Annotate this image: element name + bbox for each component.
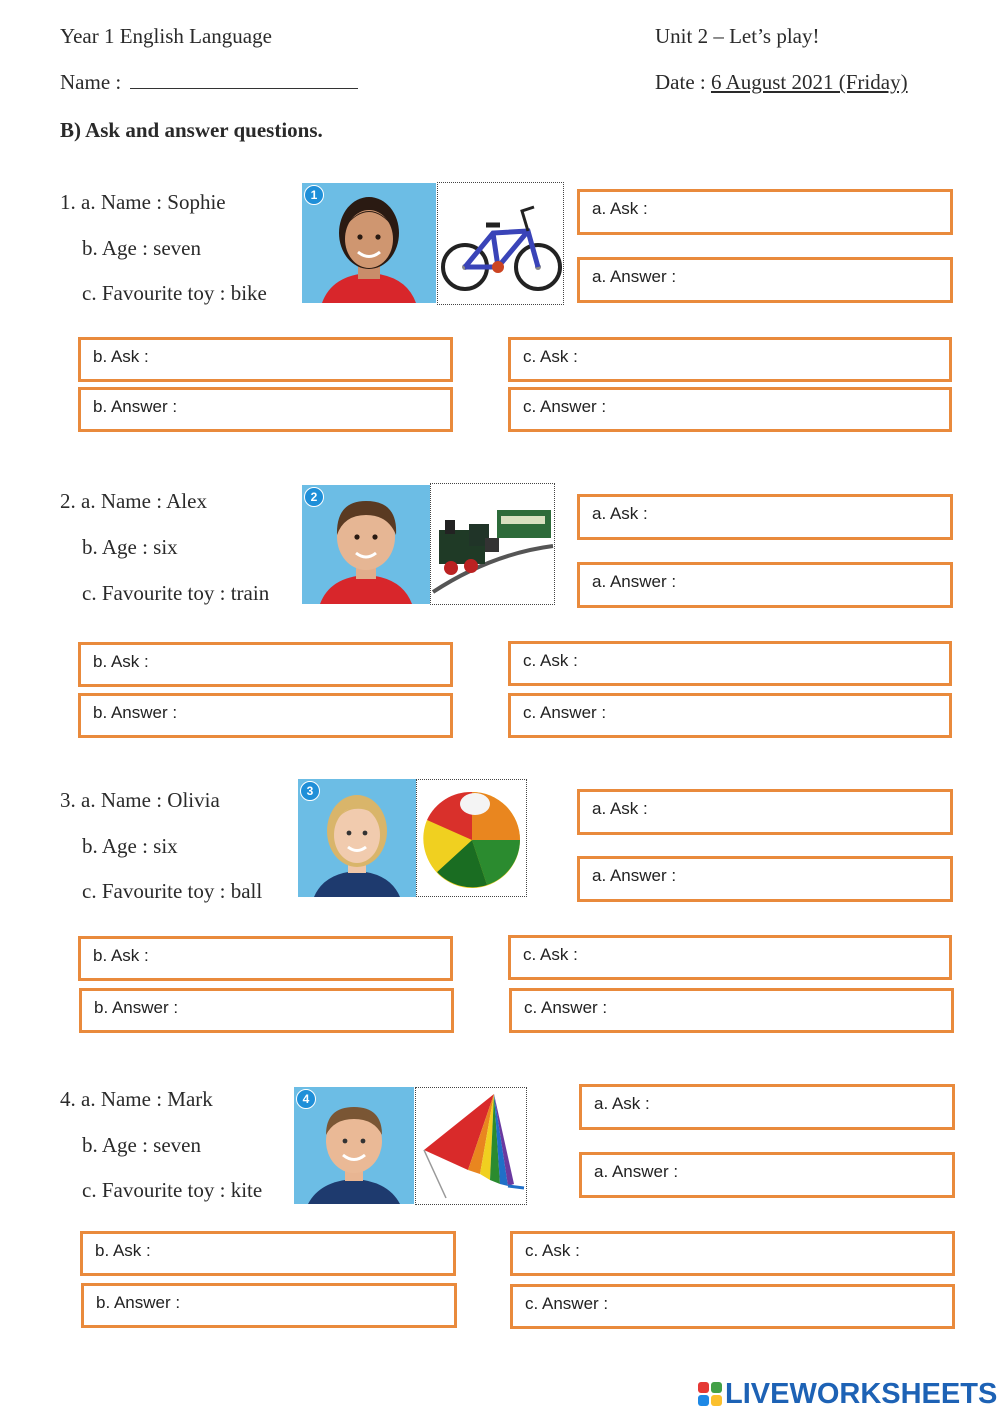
item-4-age: b. Age : seven: [82, 1133, 201, 1157]
item-2-c-ask-label: c. Ask :: [523, 650, 578, 670]
date-value: 6 August 2021 (Friday): [710, 70, 908, 94]
train-image: [430, 483, 555, 605]
item-2-a-ask-box[interactable]: [577, 494, 953, 540]
section-title: B) Ask and answer questions.: [60, 118, 323, 142]
item-3-b-answer-box[interactable]: [79, 988, 454, 1033]
item-1-a-answer-box[interactable]: [577, 257, 953, 303]
bike-image: [437, 182, 564, 305]
item-1-b-answer-label: b. Answer :: [93, 396, 178, 416]
item-4-a-answer-box[interactable]: [579, 1152, 955, 1198]
item-1-name: 1. a. Name : Sophie: [60, 190, 226, 214]
item-3-a-answer-label: a. Answer :: [592, 866, 677, 885]
item-3-c-ask-box[interactable]: [508, 935, 952, 980]
item-1-b-ask-box[interactable]: [78, 337, 453, 382]
item-3-b-ask-label: b. Ask :: [93, 945, 149, 965]
item-4-b-answer-label: b. Answer :: [96, 1292, 181, 1312]
liveworksheets-logo-icon: [698, 1382, 722, 1406]
item-3-a-ask-box[interactable]: [577, 789, 953, 835]
item-4-toy: c. Favourite toy : kite: [82, 1178, 263, 1202]
item-1-child-photo: [302, 183, 436, 303]
item-2-c-answer-label: c. Answer :: [523, 702, 607, 722]
name-blank[interactable]: [130, 70, 358, 89]
item-3-child-photo: [298, 779, 416, 897]
item-2-name: 2. a. Name : Alex: [60, 489, 207, 513]
item-3-b-ask-box[interactable]: [78, 936, 453, 981]
item-4-child-photo: [294, 1087, 414, 1204]
item-1-a-ask-box[interactable]: [577, 189, 953, 235]
ball-image: [416, 779, 527, 897]
item-2-b-answer-box[interactable]: [78, 693, 453, 738]
item-2-b-answer-label: b. Answer :: [93, 702, 178, 722]
item-3-age: b. Age : six: [82, 834, 178, 858]
item-2-a-ask-label: a. Ask :: [592, 504, 648, 523]
item-1-c-answer-label: c. Answer :: [523, 396, 607, 416]
item-3-badge: 3: [300, 781, 320, 801]
item-4-c-answer-box[interactable]: [510, 1284, 955, 1329]
item-3-c-answer-box[interactable]: [509, 988, 954, 1033]
item-4-c-ask-box[interactable]: [510, 1231, 955, 1276]
item-1-badge: 1: [304, 185, 324, 205]
item-4-name: 4. a. Name : Mark: [60, 1087, 213, 1111]
item-1-c-ask-label: c. Ask :: [523, 346, 578, 366]
item-4-a-answer-label: a. Answer :: [594, 1162, 679, 1181]
item-2-c-ask-box[interactable]: [508, 641, 952, 686]
item-4-c-answer-label: c. Answer :: [525, 1293, 609, 1313]
item-2-a-answer-box[interactable]: [577, 562, 953, 608]
item-2-c-answer-box[interactable]: [508, 693, 952, 738]
item-1-b-answer-box[interactable]: [78, 387, 453, 432]
item-3-toy: c. Favourite toy : ball: [82, 879, 263, 903]
item-2-age: b. Age : six: [82, 535, 178, 559]
item-3-a-answer-box[interactable]: [577, 856, 953, 902]
item-3-c-answer-label: c. Answer :: [524, 997, 608, 1017]
item-3-a-ask-label: a. Ask :: [592, 799, 648, 818]
item-3-b-answer-label: b. Answer :: [94, 997, 179, 1017]
item-4-b-ask-label: b. Ask :: [95, 1240, 151, 1260]
liveworksheets-logo: [698, 1378, 997, 1410]
item-1-a-answer-label: a. Answer :: [592, 267, 677, 286]
item-3-c-ask-label: c. Ask :: [523, 944, 578, 964]
item-3-name: 3. a. Name : Olivia: [60, 788, 220, 812]
course-title: Year 1 English Language: [60, 24, 272, 48]
item-4-b-answer-box[interactable]: [81, 1283, 457, 1328]
date-label: Date :: [655, 70, 706, 94]
item-4-a-ask-label: a. Ask :: [594, 1094, 650, 1113]
item-1-age: b. Age : seven: [82, 236, 201, 260]
item-2-toy: c. Favourite toy : train: [82, 581, 270, 605]
item-2-a-answer-label: a. Answer :: [592, 572, 677, 591]
date-line: [655, 70, 908, 95]
unit-title: Unit 2 – Let’s play!: [655, 24, 820, 48]
kite-image: [415, 1087, 527, 1205]
item-2-child-photo: [302, 485, 430, 604]
item-1-a-ask-label: a. Ask :: [592, 199, 648, 218]
item-4-badge: 4: [296, 1089, 316, 1109]
item-1-toy: c. Favourite toy : bike: [82, 281, 267, 305]
item-2-badge: 2: [304, 487, 324, 507]
item-1-b-ask-label: b. Ask :: [93, 346, 149, 366]
item-2-b-ask-label: b. Ask :: [93, 651, 149, 671]
item-4-b-ask-box[interactable]: [80, 1231, 456, 1276]
name-line: [60, 70, 358, 95]
item-1-c-ask-box[interactable]: [508, 337, 952, 382]
liveworksheets-logo-text: LIVEWORKSHEETS: [725, 1377, 998, 1410]
item-4-a-ask-box[interactable]: [579, 1084, 955, 1130]
item-1-c-answer-box[interactable]: [508, 387, 952, 432]
name-label: Name :: [60, 70, 122, 94]
item-4-c-ask-label: c. Ask :: [525, 1240, 580, 1260]
item-2-b-ask-box[interactable]: [78, 642, 453, 687]
